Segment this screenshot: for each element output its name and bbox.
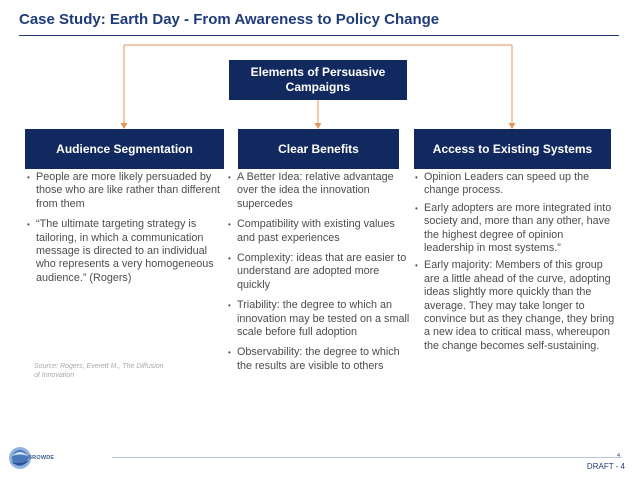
bullet-item: • Triability: the degree to which an innovation may be tested on a small scale before full adoption	[228, 299, 410, 339]
bullet-item: • “The ultimate targeting strategy is tailoring, in which a communication message is directed to an individual who represents a very homogeneous audience.” (Rogers)	[27, 218, 225, 285]
source-citation: Source: Rogers, Everett M., The Diffusion of Innovation	[34, 363, 164, 379]
bullet-list-access-existing-systems	[415, 171, 616, 357]
logo-wordmark: BROWDE	[28, 455, 55, 461]
column-heading-clear-benefits: Clear Benefits	[238, 129, 399, 169]
page-number: 4	[617, 453, 621, 459]
column-heading-audience-segmentation: Audience Segmentation	[25, 129, 224, 169]
draft-label: DRAFT - 4	[586, 462, 625, 471]
bullet-item: • People are more likely persuaded by those who are like rather than different from them	[27, 171, 225, 211]
bullet-list-audience-segmentation	[27, 171, 225, 292]
bullet-item: • Early adopters are more integrated into society and, more than any other, have the highest degree of opinion leadership in most systems.”	[415, 202, 616, 256]
slide-title: Case Study: Earth Day - From Awareness to Policy Change	[19, 11, 440, 28]
bullet-list-clear-benefits	[228, 171, 410, 380]
bullet-item: • Early majority: Members of this group are a little ahead of the curve, adopting ideas slightly more quickly than the average. They may take longer to convince but as they change, they bring a new idea to critical mass, whereupon the change becomes self-sustaining.	[415, 259, 616, 353]
bullet-item: • Observability: the degree to which the results are visible to others	[228, 346, 410, 373]
footer-rule	[112, 457, 622, 458]
bullet-item: • Opinion Leaders can speed up the change process.	[415, 171, 616, 198]
bullet-item: • Compatibility with existing values and past experiences	[228, 218, 410, 245]
center-box: Elements of Persuasive Campaigns	[229, 60, 407, 100]
bullet-item: • Complexity: ideas that are easier to understand are adopted more quickly	[228, 252, 410, 292]
column-heading-access-existing-systems: Access to Existing Systems	[414, 129, 611, 169]
bullet-item: • A Better Idea: relative advantage over the idea the innovation supercedes	[228, 171, 410, 211]
